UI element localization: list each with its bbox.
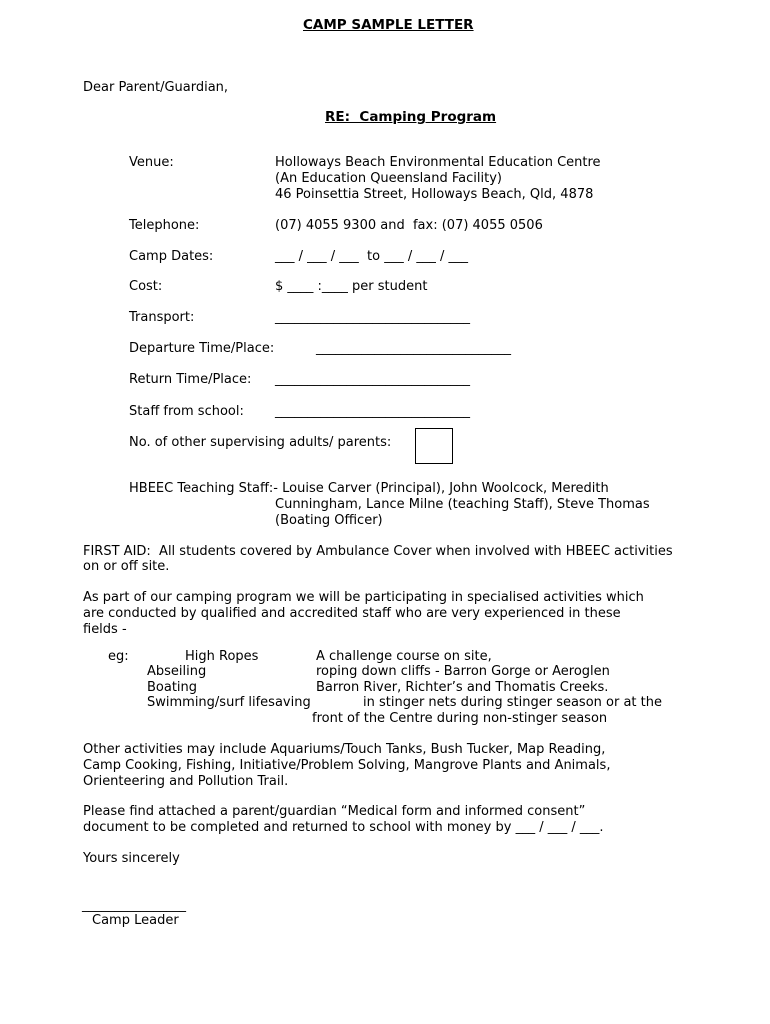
first-aid-line-1: FIRST AID: All students covered by Ambulance Cover when involved with HBEEC activities — [83, 544, 673, 559]
camp-dates-label: Camp Dates: — [129, 249, 214, 264]
activity-name: High Ropes — [185, 649, 259, 664]
first-aid-line-2: on or off site. — [83, 559, 170, 574]
telephone-label: Telephone: — [129, 218, 200, 233]
attached-line-1: Please find attached a parent/guardian “Medical form and informed consent” — [83, 804, 586, 819]
return-blank: ______________________________ — [275, 372, 470, 387]
telephone-value: (07) 4055 9300 and fax: (07) 4055 0506 — [275, 218, 543, 233]
activity-description: in stinger nets during stinger season or at the — [363, 695, 662, 710]
departure-blank: ______________________________ — [316, 341, 511, 356]
program-line-1: As part of our camping program we will be participating in specialised activities which — [83, 590, 644, 605]
venue-label: Venue: — [129, 155, 174, 170]
activity-name: Abseiling — [147, 664, 207, 679]
activity-description: roping down cliffs - Barron Gorge or Aeroglen — [316, 664, 610, 679]
camp-dates-value: ___ / ___ / ___ to ___ / ___ / ___ — [275, 249, 469, 264]
signature-line: ________________ — [82, 898, 186, 913]
return-label: Return Time/Place: — [129, 372, 252, 387]
activity-name: Swimming/surf lifesaving — [147, 695, 311, 710]
program-line-3: fields - — [83, 622, 127, 637]
other-line-2: Camp Cooking, Fishing, Initiative/Problem Solving, Mangrove Plants and Animals, — [83, 758, 611, 773]
hbeec-staff-line-1: HBEEC Teaching Staff:- Louise Carver (Principal), John Woolcock, Meredith — [129, 481, 609, 496]
supervisors-count-box — [415, 428, 453, 464]
departure-label: Departure Time/Place: — [129, 341, 275, 356]
page-title: CAMP SAMPLE LETTER — [303, 17, 474, 33]
salutation: Dear Parent/Guardian, — [83, 80, 229, 95]
activity-description: A challenge course on site, — [316, 649, 492, 664]
activity-continuation: front of the Centre during non-stinger season — [312, 711, 608, 726]
venue-line-2: (An Education Queensland Facility) — [275, 171, 502, 186]
closing: Yours sincerely — [83, 851, 180, 866]
activities-eg-label: eg: — [108, 649, 129, 664]
venue-line-3: 46 Poinsettia Street, Holloways Beach, Qld, 4878 — [275, 187, 594, 202]
hbeec-staff-line-3: (Boating Officer) — [275, 513, 383, 528]
re-line: RE: Camping Program — [325, 109, 497, 125]
transport-blank: ______________________________ — [275, 310, 470, 325]
venue-line-1: Holloways Beach Environmental Education Centre — [275, 155, 601, 170]
program-line-2: are conducted by qualified and accredited staff who are very experienced in these — [83, 606, 621, 621]
hbeec-staff-line-2: Cunningham, Lance Milne (teaching Staff), Steve Thomas — [275, 497, 650, 512]
other-line-1: Other activities may include Aquariums/Touch Tanks, Bush Tucker, Map Reading, — [83, 742, 606, 757]
cost-value: $ ____ :____ per student — [275, 279, 428, 294]
transport-label: Transport: — [129, 310, 195, 325]
staff-label: Staff from school: — [129, 404, 244, 419]
signature-role: Camp Leader — [92, 913, 179, 928]
activity-name: Boating — [147, 680, 198, 695]
activity-description: Barron River, Richter’s and Thomatis Creeks. — [316, 680, 609, 695]
supervisors-label: No. of other supervising adults/ parents: — [129, 435, 392, 450]
cost-label: Cost: — [129, 279, 163, 294]
attached-line-2: document to be completed and returned to school with money by ___ / ___ / ___. — [83, 820, 604, 835]
other-line-3: Orienteering and Pollution Trail. — [83, 774, 289, 789]
staff-blank: ______________________________ — [275, 404, 470, 419]
